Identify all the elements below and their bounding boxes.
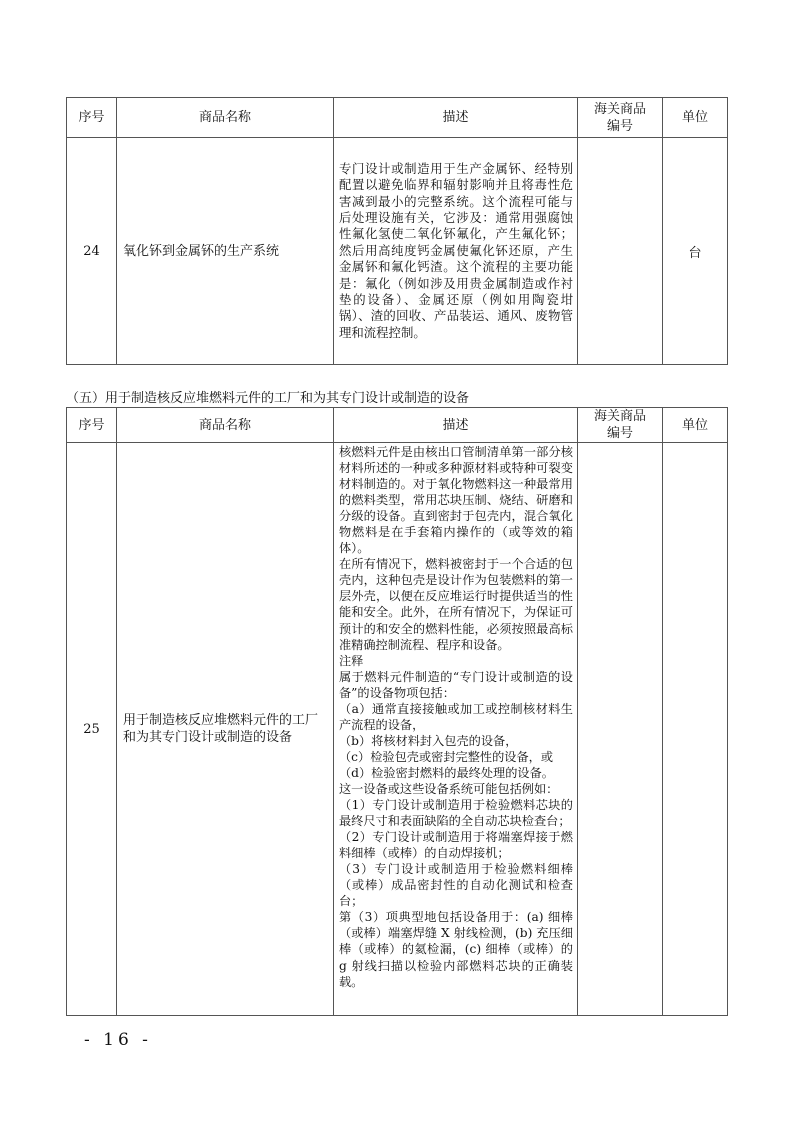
desc-paragraph: 属于燃料元件制造的“专门设计或制造的设备”的设备物项包括： [339,669,573,700]
header-unit: 单位 [663,408,728,443]
header-customs-code-line2: 编号 [606,426,633,441]
desc-list-item: （a）通常直接接触或加工或控制核材料生产流程的设备， [339,701,573,732]
row-customs-code [578,138,663,365]
row-desc [334,443,578,1016]
header-customs-code-line2: 编号 [606,118,633,134]
header-seq: 序号 [67,98,117,138]
header-customs-code-line1: 海关商品 [593,409,646,424]
header-name: 商品名称 [117,408,334,443]
desc-list-item: （b）将核材料封入包壳的设备， [339,733,518,748]
header-customs-code [578,408,663,443]
header-customs-code [578,98,663,138]
table-row [67,443,728,1016]
header-unit: 单位 [663,98,728,138]
row-desc: 专门设计或制造用于生产金属钚、经特别配置以避免临界和辐射影响并且将毒性危害减到最小的完整系统。这个流程可能与后处理设施有关，它涉及：通常用强腐蚀性氟化氢使二氧化钚氟化，产生氟化钚；然后用高纯度钙金属使氟化钚还原，产生金属钚和氟化钙渣。这个流程的主要功能是：氟化（例如涉及用贵金属制造或作衬垫的设备）、金属还原（例如用陶瓷坩锅）、渣的回收、产品装运、通风、废物管理和流程控制。 [334,138,578,365]
desc-list-item: （d）检验密封燃料的最终处理的设备。 [339,765,554,780]
desc-list-item: （2）专门设计或制造用于将端塞焊接于燃料细棒（或棒）的自动焊接机； [339,830,573,861]
row-seq: 25 [67,443,117,1016]
page-number: - 16 - [84,1030,152,1050]
section-caption: （五）用于制造核反应堆燃料元件的工厂和为其专门设计或制造的设备 [66,391,470,406]
row-name: 用于制造核反应堆燃料元件的工厂和为其专门设计或制造的设备 [117,443,334,1016]
header-desc: 描述 [334,408,578,443]
desc-list-item: （c）检验包壳或密封完整性的设备，或 [339,749,554,764]
desc-paragraph: 第（3）项典型地包括设备用于：(a) 细棒（或棒）端塞焊缝 X 射线检测，(b) 充压细棒（或棒）的氦检漏，(c) 细棒（或棒）的 g 射线扫描以检验内部燃料芯块的正确装载。 [339,910,573,989]
row-unit [663,443,728,1016]
row-unit: 台 [663,138,728,365]
desc-list-item: （3）专门设计或制造用于检验燃料细棒（或棒）成品密封性的自动化测试和检查台； [339,862,573,909]
desc-paragraph: 在所有情况下，燃料被密封于一个合适的包壳内，这种包壳是设计作为包装燃料的第一层外壳，以便在反应堆运行时提供适当的性能和安全。此外，在所有情况下，为保证可预计的和安全的燃料性能，必须按照最高标准精确控制流程、程序和设备。 [339,557,573,652]
table-header-row [67,98,728,138]
header-desc: 描述 [334,98,578,138]
table-row [67,138,728,365]
equipment-table-2 [66,407,728,1016]
row-name: 氧化钚到金属钚的生产系统 [117,138,334,365]
table-header-row [67,408,728,443]
desc-paragraph: 这一设备或这些设备系统可能包括例如： [339,781,559,796]
row-customs-code [578,443,663,1016]
desc-paragraph: 核燃料元件是由核出口管制清单第一部分核材料所述的一种或多种源材料或特种可裂变材料制造的。对于氧化物燃料这一种最常用的燃料类型，常用芯块压制、烧结、研磨和分级的设备。直到密封于包壳内，混合氧化物燃料是在手套箱内操作的（或等效的箱体）。 [339,445,573,556]
header-name: 商品名称 [117,98,334,138]
equipment-table-1 [66,97,728,365]
desc-list-item: （1）专门设计或制造用于检验燃料芯块的最终尺寸和表面缺陷的全自动芯块检查台； [339,798,573,829]
row-seq: 24 [67,138,117,365]
desc-note-heading: 注释 [339,653,364,668]
header-customs-code-line1: 海关商品 [593,101,646,117]
header-seq: 序号 [67,408,117,443]
